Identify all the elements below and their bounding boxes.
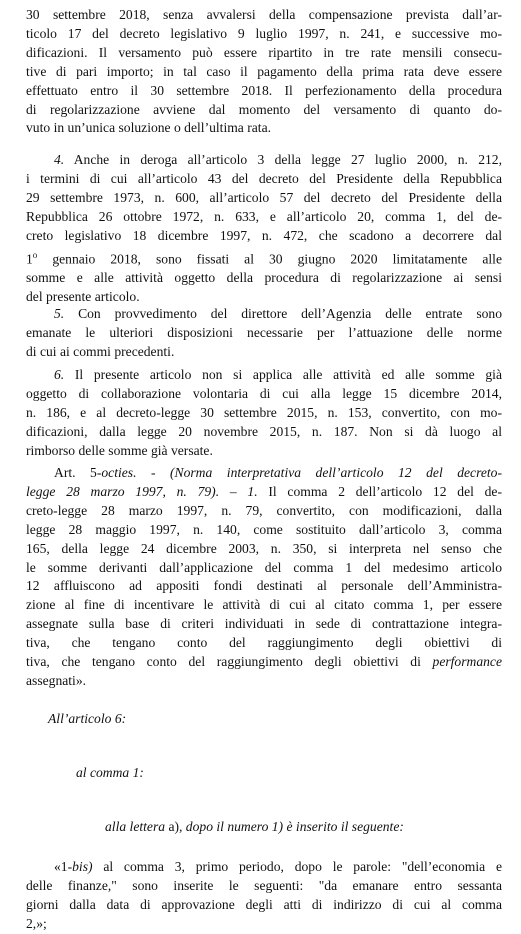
text-line: le somme derivanti dall’applicazione del comma 1 del medesimo articolo [26, 559, 502, 575]
text-line: dificazioni, dalla legge 20 novembre 2015, n. 187. Non si dà luogo al [26, 423, 502, 439]
text-line: Art. 5-octies. - (Norma interpretativa dell’articolo 12 del decreto- [54, 465, 503, 480]
paragraph-number: 5. [54, 306, 65, 321]
paragraph-6 [26, 366, 502, 461]
text-line: 29 settembre 1973, n. 600, all’articolo 57 del decreto del Presidente della [26, 189, 502, 205]
text-line: zione al fine di incentivare le attività di cui al citato comma 1, per essere [26, 597, 502, 613]
text-line: 6. Il presente articolo non si applica alle attività ed alle somme già [54, 367, 502, 382]
text-line: 1$^o$ gennaio 2018, sono fissati al 30 giugno 2020 limitatamente alle [26, 249, 502, 267]
text-line: 5. Con provvedimento del direttore dell’Agenzia delle entrate sono [54, 306, 502, 321]
heading-comma-1: al comma 1: [76, 765, 144, 780]
text-line: 165, della legge 24 dicembre 2003, n. 350, si interpreta nel senso che [26, 540, 502, 556]
text-line: 12 affluiscono ad appositi fondi destinati al personale dell’Amministra- [26, 578, 502, 594]
paragraph-number: 4. [54, 152, 65, 167]
paragraph-1-bis [26, 858, 502, 934]
text-line: delle finanze," sono inserite le seguenti: "da emanare entro sessanta [26, 877, 502, 893]
text-line: legge 28 marzo 1997, n. 79). – 1. Il comma 2 dell’articolo 12 del de- [26, 483, 502, 499]
paragraph-5 [26, 305, 502, 362]
text-line: «1-bis) al comma 3, primo periodo, dopo le parole: "dell’economia e [54, 859, 502, 874]
text-line: effettuato entro il 30 settembre 2018. Il perfezionamento della procedura [26, 82, 502, 98]
text-line: creto legislativo 18 dicembre 1997, n. 472, che scadono a decorrere dal [26, 227, 502, 243]
text-line: dificazioni. Il versamento può essere ripartito in tre rate mensili consecu- [26, 44, 502, 60]
heading-article-6: All’articolo 6: [48, 711, 127, 726]
text-line: somme e alle attività oggetto della procedura di regolarizzazione ai sensi [26, 269, 502, 285]
text-line: Repubblica 26 ottobre 1972, n. 633, e all’articolo 20, comma 1, del de- [26, 208, 502, 224]
text-line: di cui ai commi precedenti. [26, 343, 175, 359]
text-line: tive di pari importo; in tal caso il pagamento della prima rata deve essere [26, 63, 502, 79]
text-line: tiva, che tengano conto del raggiungimento degli obiettivi di [26, 635, 502, 651]
text-line: assegnate sulla base di criteri individuati in sede di contrattazione integra- [26, 616, 502, 632]
heading-lettera-a: alla lettera a), dopo il numero 1) è inserito il seguente: [105, 819, 404, 834]
text-line: 4. Anche in deroga all’articolo 3 della legge 27 luglio 2000, n. 212, [54, 152, 502, 167]
text-line: i termini di cui all’articolo 43 del decreto del Presidente della Repubblica [26, 170, 502, 186]
paragraph-number: 6. [54, 367, 65, 382]
text-line: ticolo 17 del decreto legislativo 9 luglio 1997, n. 241, e successive mo- [26, 25, 502, 41]
text-line: di regolarizzazione avviene dal momento del versamento di quanto do- [26, 101, 502, 117]
text-line: del presente articolo. [26, 288, 140, 304]
text-line: emanate le ulteriori disposizioni necessarie per l’attuazione delle norme [26, 324, 502, 340]
text-line: giorni dalla data di approvazione degli atti di indirizzo di cui al comma [26, 896, 502, 912]
text-line: n. 186, e al decreto-legge 30 settembre 2015, n. 153, convertito, con mo- [26, 404, 502, 420]
text-line: assegnati». [26, 672, 87, 688]
article-5-octies [26, 464, 502, 691]
paragraph-4 [26, 151, 502, 307]
text-line: legge 28 maggio 1997, n. 140, come sostituito dall’articolo 3, comma [26, 521, 502, 537]
paragraph-continuation [26, 6, 502, 138]
text-line: rimborso delle somme già versate. [26, 442, 213, 458]
text-line: vuto in un’unica soluzione o dell’ultima rata. [26, 120, 271, 136]
text-line: tiva, che tengano conto del raggiungimento degli obiettivi di performance [26, 654, 502, 670]
text-line: oggetto di collaborazione volontaria di cui alla legge 15 dicembre 2014, [26, 385, 502, 401]
text-line: 2,»; [26, 915, 47, 931]
text-line: creto-legge 28 marzo 1997, n. 79, convertito, con modificazioni, dalla [26, 502, 502, 518]
text-line: 30 settembre 2018, senza avvalersi della compensazione prevista dall’ar- [26, 7, 502, 22]
